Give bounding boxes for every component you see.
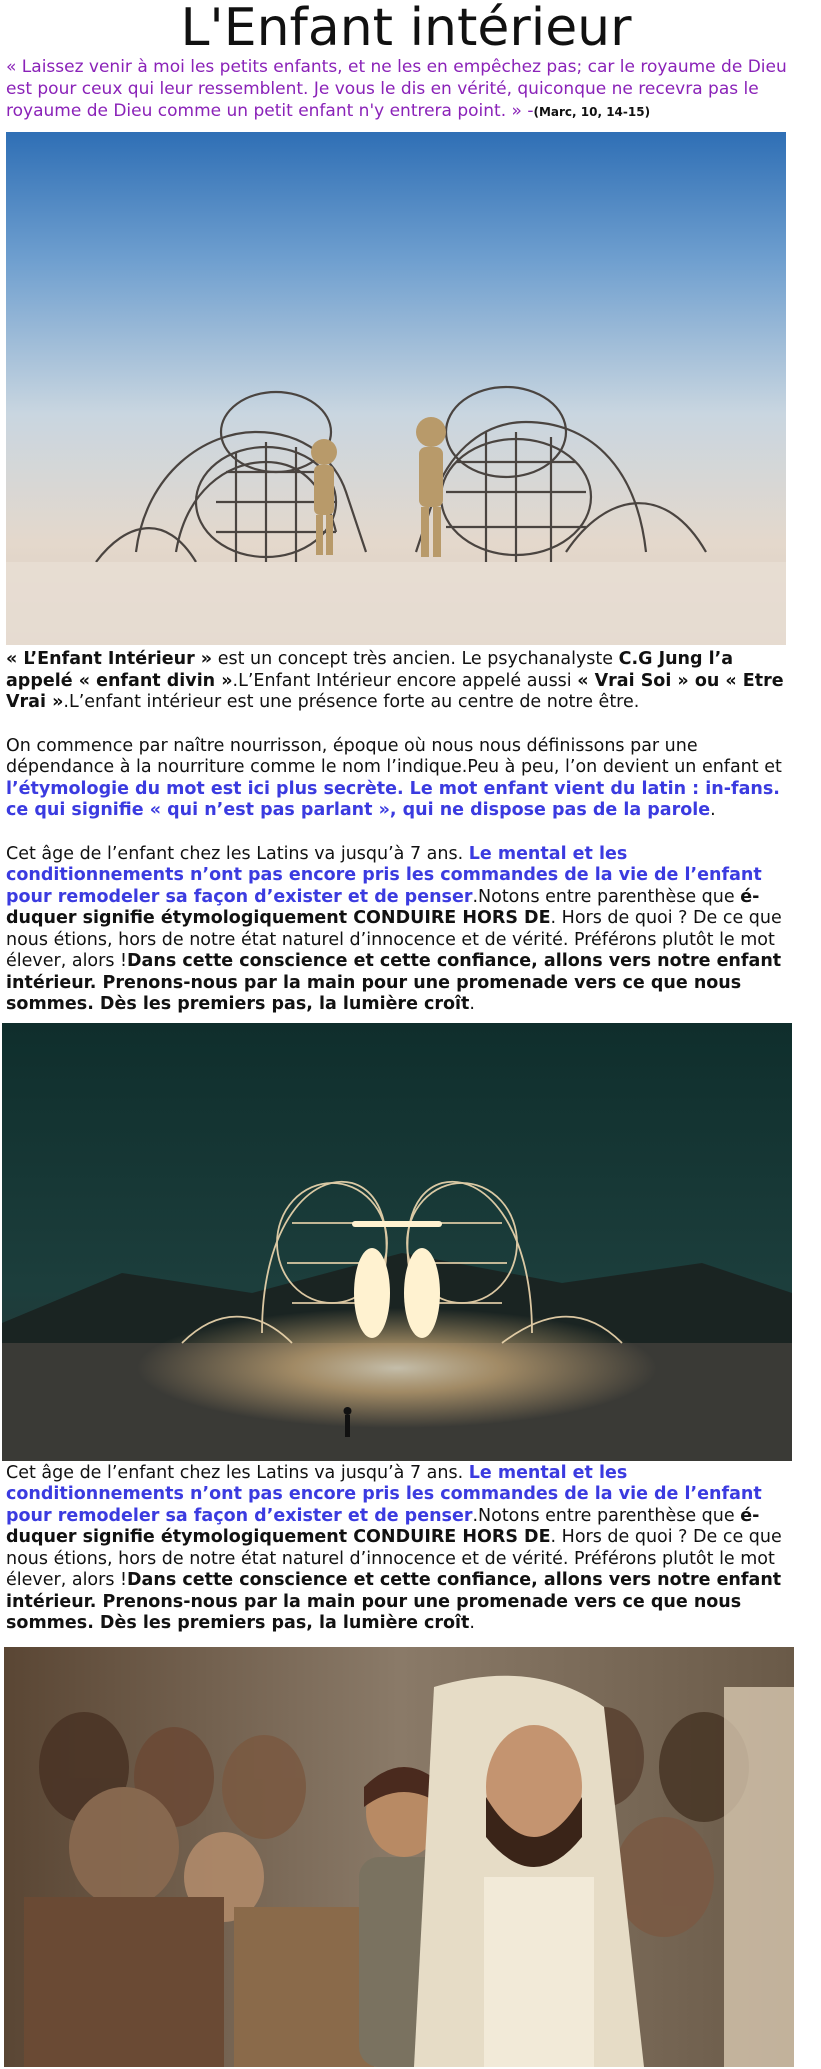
paragraph-etymology: On commence par naître nourrisson, époque où nous nous définissons par une dépendance à la nourriture comme le nom l’indique.Peu à peu, l’on devient un enfant et l’étymologie du mot est ici plus secrète. Le mot enfant vient du latin : in-fans. ce qui signifie « qui n’est pas parlant », qui ne dispose pas de la parole. [6,735,782,820]
quote-text: « Laissez venir à moi les petits enfants, et ne les en empêchez pas; car le royaume de Dieu est pour ceux qui leur ressemblent. Je vous le dis en vérité, quiconque ne recevra pas le royaume de Dieu comme un petit enfant n'y entrera point. » [6,57,787,121]
quote-dash: - [521,101,534,121]
bible-quote [6,56,794,123]
sculpture-fog-image [6,132,786,645]
paragraph-latin-age-1: Cet âge de l’enfant chez les Latins va jusqu’à 7 ans. Le mental et les conditionnements n’ont pas encore pris les commandes de la vie de l’enfant pour remodeler sa façon d’exister et de penser.Notons entre parenthèse que é-duquer signifie étymologiquement CONDUIRE HORS DE. Hors de quoi ? De ce que nous étions, hors de notre état naturel d’innocence et de vérité. Préférons plutôt le mot élever, alors !Dans cette conscience et cette confiance, allons vers notre enfant intérieur. Prenons-nous par la main pour une promenade vers ce que nous sommes. Dès les premiers pas, la lumière croît. [6,843,782,1014]
quote-reference: (Marc, 10, 14-15) [533,105,651,119]
page-title: L'Enfant intérieur [180,0,632,58]
paragraph-inner-child-concept: « L’Enfant Intérieur » est un concept très ancien. Le psychanalyste C.G Jung l’a appelé « enfant divin ».L’Enfant Intérieur encore appelé aussi « Vrai Soi » ou « Etre Vrai ».L’enfant intérieur est une présence forte au centre de notre être. [6,649,784,712]
paragraph-latin-age-2: Cet âge de l’enfant chez les Latins va jusqu’à 7 ans. Le mental et les conditionnements n’ont pas encore pris les commandes de la vie de l’enfant pour remodeler sa façon d’exister et de penser.Notons entre parenthèse que é-duquer signifie étymologiquement CONDUIRE HORS DE. Hors de quoi ? De ce que nous étions, hors de notre état naturel d’innocence et de vérité. Préférons plutôt le mot élever, alors !Dans cette conscience et cette confiance, allons vers notre enfant intérieur. Prenons-nous par la main pour une promenade vers ce que nous sommes. Dès les premiers pas, la lumière croît. [6,1462,782,1633]
sculpture-night-glow-image [2,1023,792,1461]
crowd-children-image [4,1647,794,2067]
